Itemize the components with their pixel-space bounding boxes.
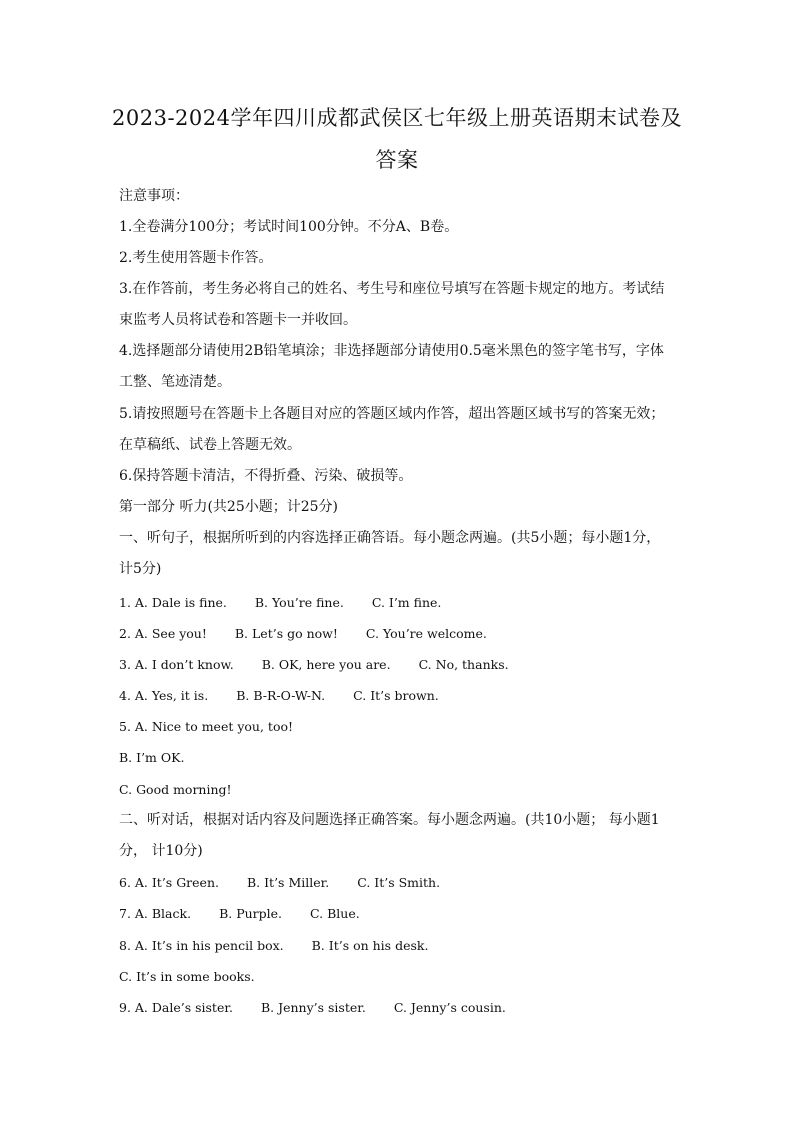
question-4-option-a: 4. A. Yes, it is.	[119, 688, 209, 703]
document-title-line-1: 2023-2024学年四川成都武侯区七年级上册英语期末试卷及	[112, 106, 682, 130]
question-4	[119, 686, 679, 706]
note-2: 2.考生使用答题卡作答。	[119, 250, 273, 266]
note-4-line-2: 工整、笔迹清楚。	[119, 374, 231, 390]
question-3-option-a: 3. A. I don’t know.	[119, 657, 234, 672]
question-6-option-c: C. It’s Smith.	[357, 875, 441, 890]
question-6-option-a: 6. A. It’s Green.	[119, 875, 219, 890]
question-5-option-c: C. Good morning!	[119, 782, 232, 797]
question-8	[119, 936, 679, 956]
question-3-option-c: C. No, thanks.	[418, 657, 509, 672]
question-6-option-b: B. It’s Miller.	[246, 875, 330, 890]
note-3-line-2: 束监考人员将试卷和答题卡一并收回。	[119, 312, 357, 328]
question-7-option-b: B. Purple.	[219, 906, 283, 921]
section-2-instructions-line-1: 二、听对话，根据对话内容及问题选择正确答案。每小题念两遍。(共10小题； 每小题1	[119, 812, 660, 828]
note-5-line-1: 5.请按照题号在答题卡上各题目对应的答题区域内作答，超出答题区域书写的答案无效；	[119, 406, 665, 422]
question-3-option-b: B. OK, here you are.	[261, 657, 391, 672]
section-1-instructions-line-2: 计5分)	[119, 561, 162, 577]
part-1-heading: 第一部分 听力(共25小题；计25分)	[119, 499, 339, 515]
note-5-line-2: 在草稿纸、试卷上答题无效。	[119, 437, 301, 453]
question-9-option-a: 9. A. Dale’s sister.	[119, 1000, 233, 1015]
question-6	[119, 873, 679, 893]
question-2-option-b: B. Let’s go now!	[234, 626, 338, 641]
section-2-instructions-line-2: 分， 计10分)	[119, 843, 203, 859]
question-2-option-a: 2. A. See you!	[119, 626, 207, 641]
question-7	[119, 904, 679, 924]
question-3	[119, 655, 679, 675]
question-8-option-a: 8. A. It’s in his pencil box.	[119, 938, 284, 953]
section-1-instructions-line-1: 一、听句子，根据所听到的内容选择正确答语。每小题念两遍。(共5小题；每小题1分，	[119, 530, 661, 546]
question-5-option-b: B. I’m OK.	[119, 750, 185, 765]
question-1-option-a: 1. A. Dale is fine.	[119, 595, 227, 610]
question-5-option-a: 5. A. Nice to meet you, too!	[119, 719, 294, 734]
question-9	[119, 998, 679, 1018]
note-1: 1.全卷满分100分；考试时间100分钟。不分A、B卷。	[119, 219, 459, 235]
notice-heading: 注意事项：	[119, 188, 189, 204]
question-9-option-b: B. Jenny’s sister.	[260, 1000, 366, 1015]
note-6: 6.保持答题卡清洁，不得折叠、污染、破损等。	[119, 468, 413, 484]
question-7-option-a: 7. A. Black.	[119, 906, 192, 921]
question-1-option-b: B. You’re fine.	[254, 595, 344, 610]
question-2	[119, 624, 679, 644]
question-7-option-c: C. Blue.	[310, 906, 360, 921]
note-3-line-1: 3.在作答前，考生务必将自己的姓名、考生号和座位号填写在答题卡规定的地方。考试结	[119, 281, 665, 297]
question-4-option-b: B. B-R-O-W-N.	[236, 688, 326, 703]
question-8-option-c: C. It’s in some books.	[119, 969, 255, 984]
note-4-line-1: 4.选择题部分请使用2B铅笔填涂；非选择题部分请使用0.5毫米黑色的签字笔书写，字体	[119, 343, 664, 359]
question-9-option-c: C. Jenny’s cousin.	[393, 1000, 506, 1015]
document-title-line-2: 答案	[375, 148, 419, 172]
question-1	[119, 593, 679, 613]
question-4-option-c: C. It’s brown.	[353, 688, 439, 703]
question-8-option-b: B. It’s on his desk.	[311, 938, 429, 953]
question-1-option-c: C. I’m fine.	[371, 595, 442, 610]
question-2-option-c: C. You’re welcome.	[365, 626, 487, 641]
